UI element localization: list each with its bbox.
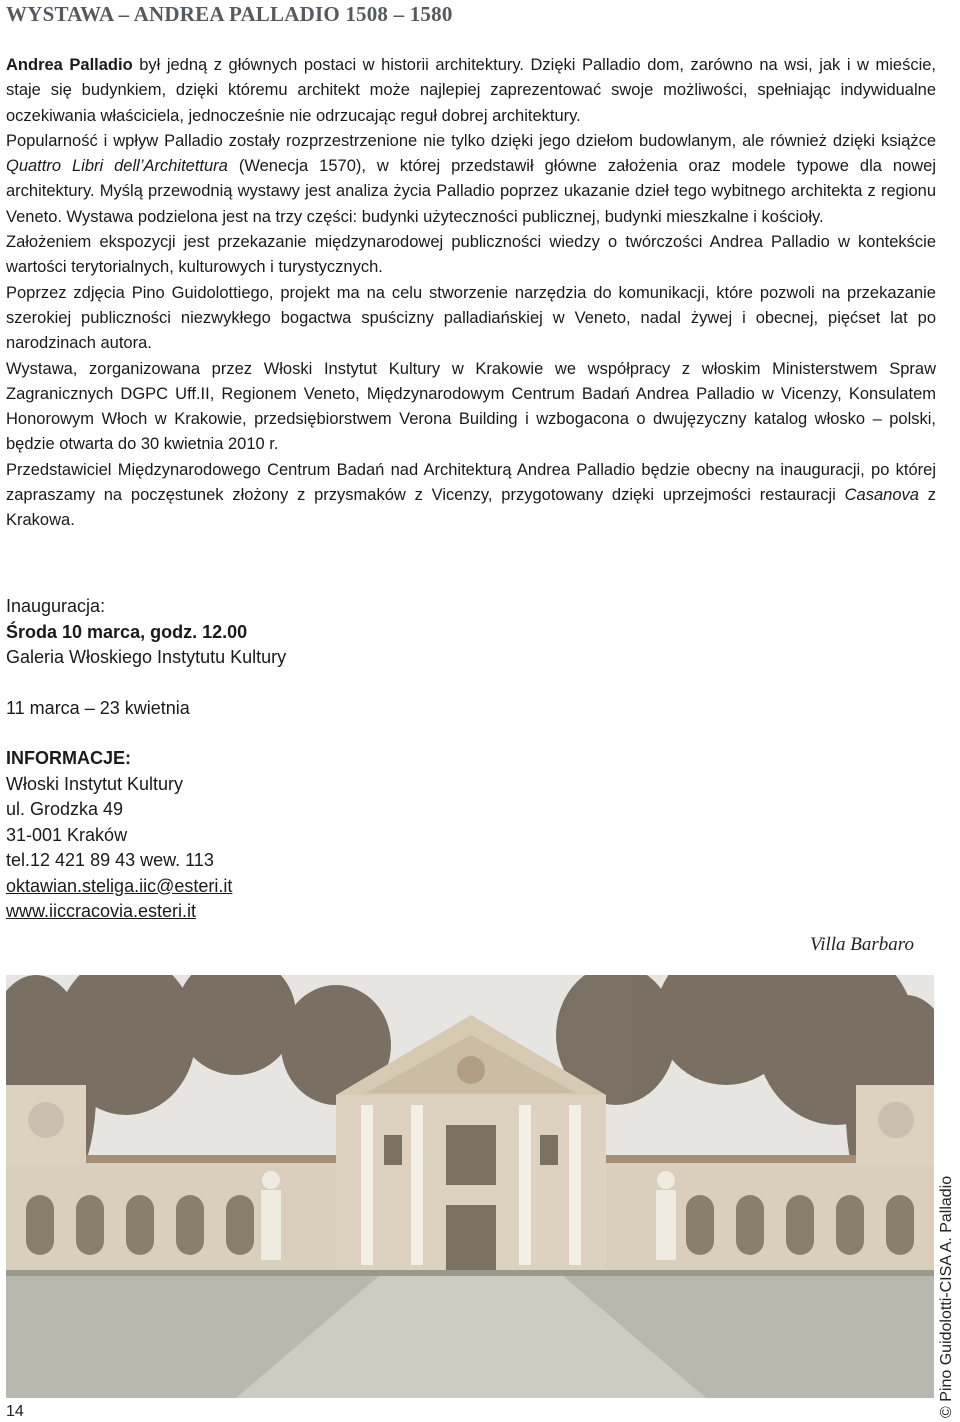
spacer bbox=[6, 671, 286, 696]
contact-heading: INFORMACJE: bbox=[6, 748, 131, 768]
article-body bbox=[6, 53, 936, 534]
paragraph-popularity bbox=[6, 129, 936, 230]
inauguration-label: Inauguracja: bbox=[6, 596, 106, 616]
paragraph-popularity-a: Popularność i wpływ Palladio zostały rozprzestrzenione nie tylko dzięki jego dziełom budowlanym, ale również dzięki książce bbox=[6, 131, 936, 150]
book-title: Quattro Libri dell’Architettura bbox=[6, 157, 228, 176]
paragraph-intro bbox=[6, 53, 936, 129]
page-number: 14 bbox=[6, 1403, 24, 1420]
spacer bbox=[6, 721, 286, 746]
contact-email-link[interactable]: oktawian.steliga.iic@esteri.it bbox=[6, 875, 233, 896]
contact-org: Włoski Instytut Kultury bbox=[6, 773, 184, 794]
paragraph-organizers: Wystawa, zorganizowana przez Włoski Instytut Kultury w Krakowie we współpracy z włoskim Ministerstwem Spraw Zagranicznych DGPC Uff.II, Regionem Veneto, Międzynarodowym Centrum Badań Andrea Palladio w Vicenzy, Konsulatem Honorowym Włoch w Krakowie, przedsiębiorstwem Verona Building i wzbogacona o dwujęzyczny katalog włosko – polski, będzie otwarta do 30 kwietnia 2010 r. bbox=[6, 359, 936, 454]
paragraph-inauguration-a: Przedstawiciel Międzynarodowego Centrum Badań nad Architekturą Andrea Palladio będzie obecny na inauguracji, po której zapraszamy na poczęstunek złożony z przysmaków z Vicenzy, przygotowany dzięki uprzejmości restauracji bbox=[6, 460, 936, 505]
villa-barbaro-photo bbox=[6, 975, 934, 1398]
contact-city: 31-001 Kraków bbox=[6, 824, 128, 845]
event-info bbox=[6, 594, 286, 925]
photo-caption: Villa Barbaro bbox=[810, 934, 914, 955]
venue: Galeria Włoskiego Instytutu Kultury bbox=[6, 647, 287, 667]
contact-street: ul. Grodzka 49 bbox=[6, 799, 124, 819]
inauguration-date: Środa 10 marca, godz. 12.00 bbox=[6, 621, 248, 642]
paragraph-exposition: Założeniem ekspozycji jest przekazanie międzynarodowej publiczności wiedzy o twórczości Andrea Palladio w kontekście wartości terytorialnych, kulturowych i turystycznych. bbox=[6, 233, 936, 277]
villa-illustration bbox=[6, 975, 934, 1398]
paragraph-inauguration-b: z Krakowa. bbox=[6, 486, 937, 530]
page-title: WYSTAWA – ANDREA PALLADIO 1508 – 1580 bbox=[6, 2, 453, 26]
paragraph-intro-bold: Andrea Palladio bbox=[6, 56, 133, 74]
contact-website-link[interactable]: www.iiccracovia.esteri.it bbox=[6, 901, 197, 921]
photo-credit: © Pino Guidolotti-CISA A. Palladio bbox=[938, 1175, 955, 1418]
restaurant-name: Casanova bbox=[844, 486, 919, 505]
paragraph-inauguration bbox=[6, 458, 936, 534]
exhibition-dates: 11 marca – 23 kwietnia bbox=[6, 697, 190, 718]
paragraph-intro-text: był jedną z głównych postaci w historii architektury. Dzięki Palladio dom, zarówno na wsi, jak i w mieście, staje się budynkiem, dzięki któremu architekt może najlepiej zaprezentować swoje możliwości, spełniając indywidualne oczekiwania właściciela, jednocześnie nie odrzucając reguł dobrej architektury. bbox=[6, 56, 936, 125]
paragraph-photos: Poprzez zdjęcia Pino Guidolottiego, projekt ma na celu stworzenie narzędzia do komunikacji, które pozwoli na przekazanie szerokiej publiczności niezwykłego bogactwa spuścizny palladiańskiej w Veneto, nadal żywej i obecnej, pięćset lat po narodzinach autora. bbox=[6, 283, 936, 353]
paragraph-popularity-b: (Wenecja 1570), w której przedstawił główne założenia oraz modele typowe dla nowej architektury. Myślą przewodnią wystawy jest analiza życia Palladio poprzez ukazanie dzieł tego wybitnego architekta z regionu Veneto. Wystawa podzielona jest na trzy części: budynki użyteczności publicznej, budynki mieszkalne i kościoły. bbox=[6, 157, 936, 226]
contact-phone: tel.12 421 89 43 wew. 113 bbox=[6, 850, 214, 870]
